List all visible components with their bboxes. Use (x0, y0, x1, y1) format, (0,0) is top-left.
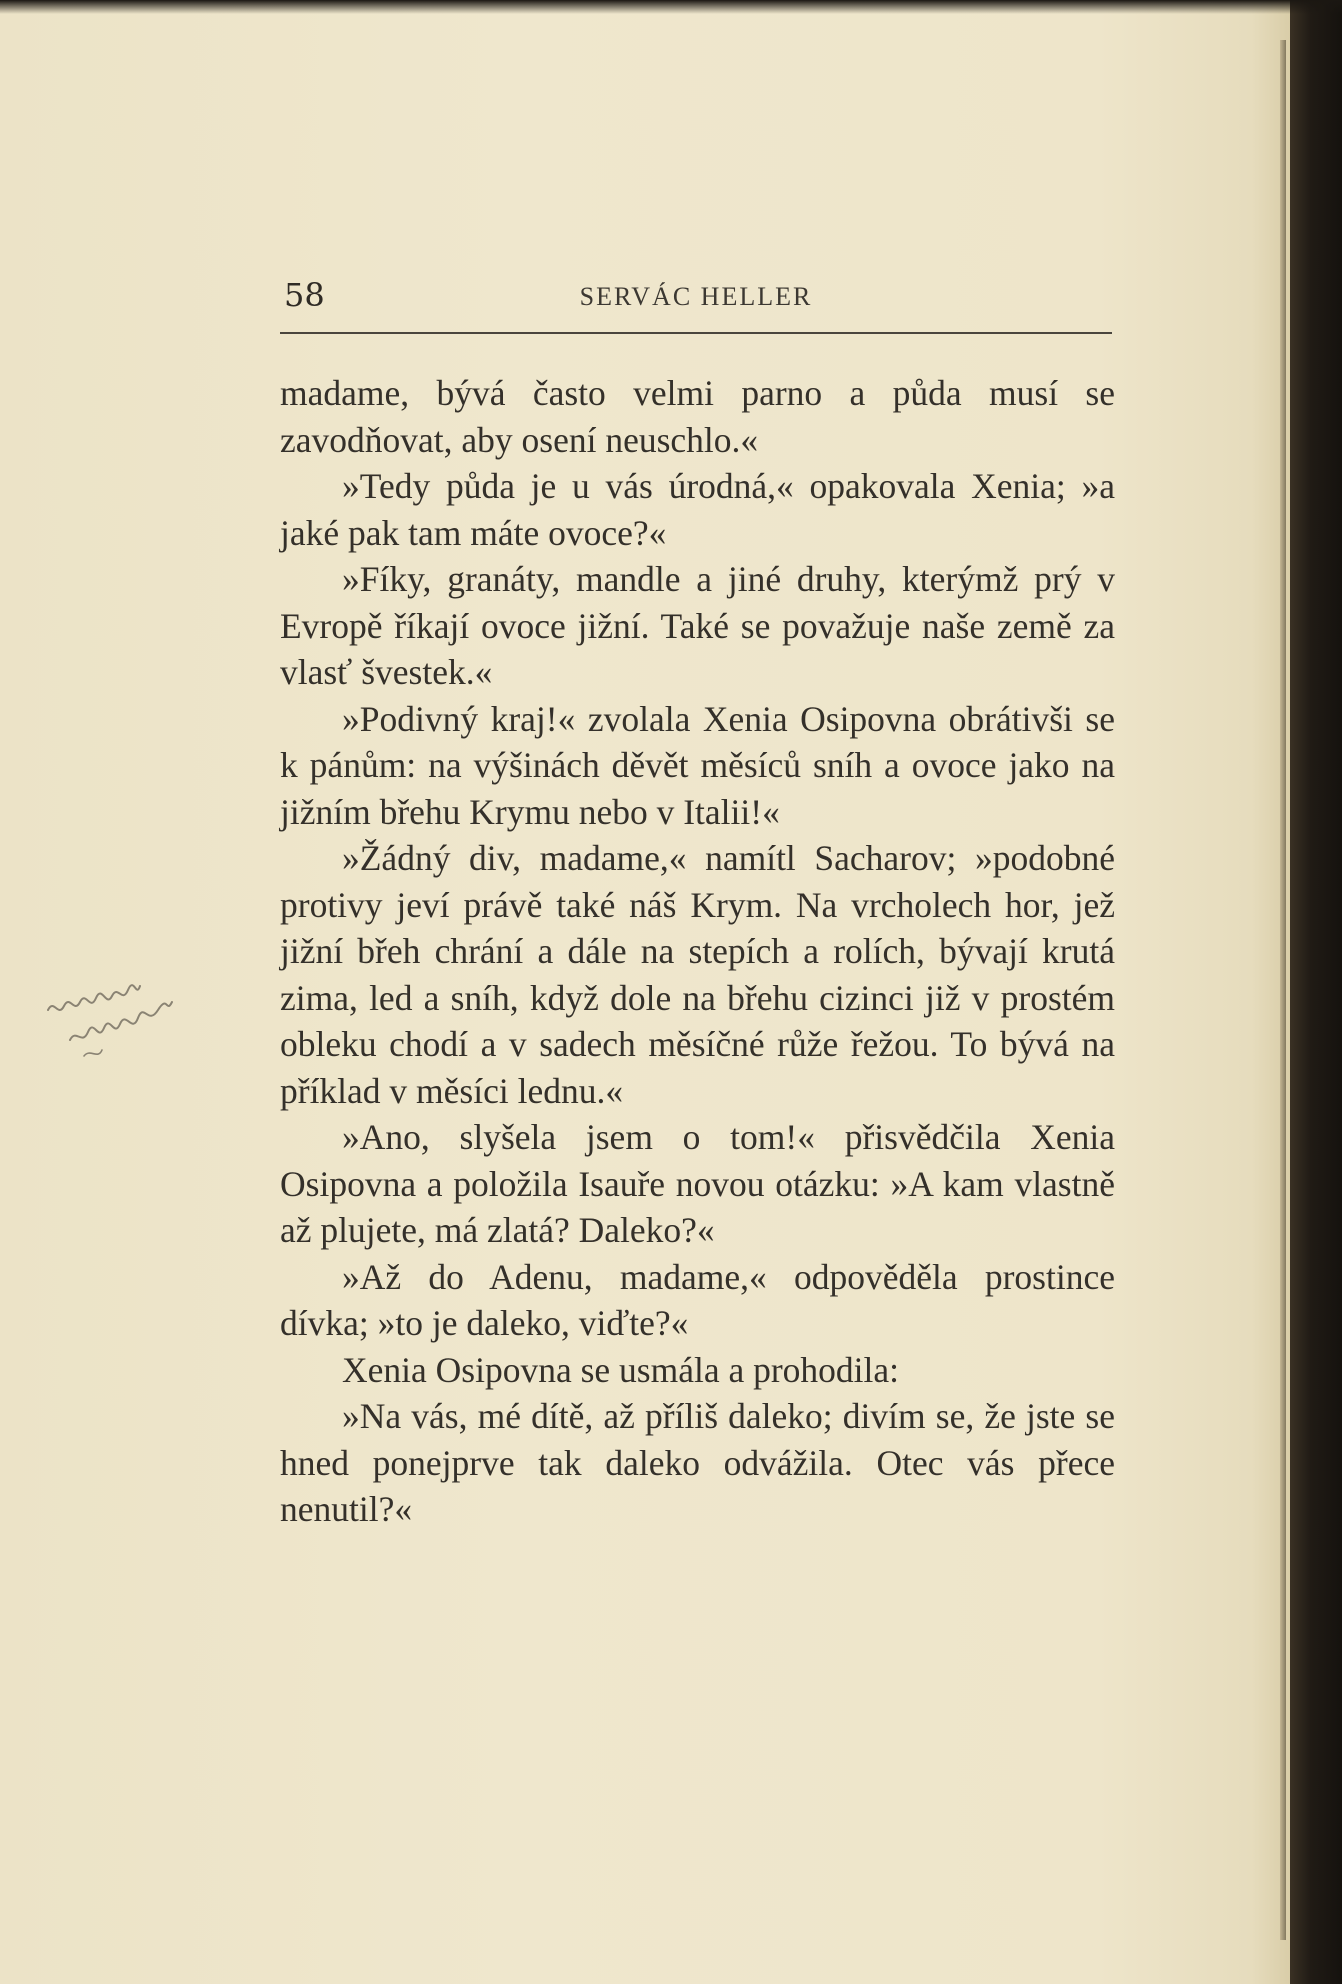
page-number: 58 (284, 276, 325, 314)
scan-top-shadow (0, 0, 1342, 14)
book-edge (1290, 0, 1342, 1984)
paragraph: »Až do Adenu, madame,« odpověděla prostince dívka; »to je daleko, viďte?« (280, 1256, 1115, 1343)
pencil-scribble-icon (40, 968, 190, 1078)
paragraph: »Fíky, granáty, mandle a jiné druhy, kterýmž prý v Evropě říkají ovoce jižní. Také se považuje naše země za vlasť švestek.« (280, 559, 1115, 692)
paragraph: »Tedy půda je u vás úrodná,« opakovala Xenia; »a jaké pak tam máte ovoce?« (280, 466, 1115, 553)
running-head: SERVÁC HELLER (579, 282, 813, 311)
paragraph: madame, bývá často velmi parno a půda musí se zavodňovat, aby osení neuschlo.« (280, 373, 1115, 460)
body-text (280, 370, 1115, 1533)
paragraph: »Žádný div, madame,« namítl Sacharov; »podobné protivy jeví právě také náš Krym. Na vrcholech hor, jež jižní břeh chrání a dále na stepích a rolích, bývají krutá zima, led a sníh, když dole na břehu cizinci již v prostém obleku chodí a v sadech měsíčné růže řežou. To bývá na příklad v měsíci lednu.« (280, 838, 1115, 1111)
paragraph: Xenia Osipovna se usmála a prohodila: (342, 1349, 900, 1390)
page-header (280, 268, 1112, 334)
page-gutter-shadow (1280, 40, 1286, 1940)
paragraph: »Na vás, mé dítě, až příliš daleko; divím se, že jste se hned ponejprve tak daleko odvážila. Otec vás přece nenutil?« (280, 1396, 1115, 1529)
paragraph: »Podivný kraj!« zvolala Xenia Osipovna obrátivši se k pánům: na výšinách děvět měsíců sníh a ovoce jako na jižním břehu Krymu nebo v Italii!« (280, 698, 1115, 832)
paragraph: »Ano, slyšela jsem o tom!« přisvědčila Xenia Osipovna a položila Isauře novou otázku: »A kam vlastně až plujete, má zlatá? Daleko?« (280, 1117, 1115, 1250)
